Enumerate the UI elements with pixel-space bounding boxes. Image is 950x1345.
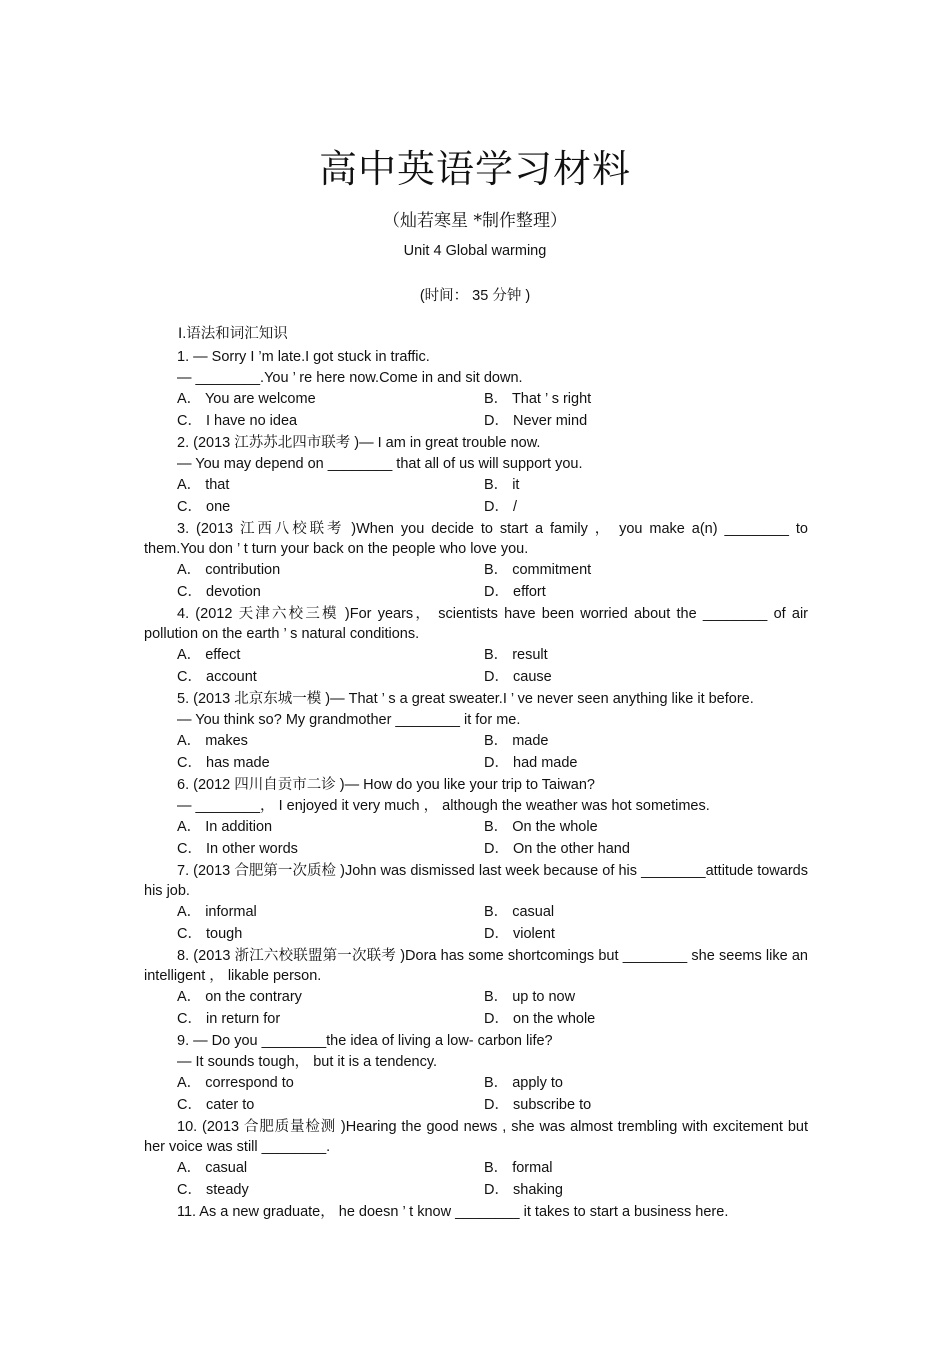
- option-d: D． effort: [484, 583, 546, 600]
- question-stem: 4. (2012 天津六校三模 )For years， scientists have been worried about the ________ of air pollution on the earth ’ s natural conditions.: [144, 606, 808, 642]
- option-d: D． Never mind: [484, 412, 588, 429]
- question-stem: 2. (2013 江苏苏北四市联考 )— I am in great trouble now.: [177, 435, 541, 451]
- question-8: [144, 946, 808, 1030]
- question-stem: 10. (2013 合肥质量检测 )Hearing the good news , she was almost trembling with excitement but her voice was still ________.: [144, 1119, 808, 1155]
- option-grid: [144, 560, 808, 603]
- option-d: D． shaking: [484, 1181, 563, 1198]
- question-reply: — You may depend on ________ that all of us will support you.: [177, 456, 583, 472]
- option-grid: [144, 731, 808, 774]
- option-d: D． On the other hand: [484, 840, 630, 857]
- question-4: [144, 604, 808, 688]
- option-a: A． You are welcome: [177, 391, 316, 407]
- option-grid: [144, 902, 808, 945]
- section-heading: Ⅰ.语法和词汇知识: [178, 326, 288, 342]
- question-reply: — ________， I enjoyed it very much ， although the weather was hot sometimes.: [177, 798, 710, 814]
- option-c: C． in return for: [177, 1010, 281, 1027]
- option-b: B． On the whole: [484, 819, 598, 835]
- option-a: A． contribution: [177, 562, 281, 578]
- question-list: [144, 346, 808, 1222]
- question-11: [144, 1202, 808, 1222]
- option-a: A． correspond to: [177, 1075, 294, 1091]
- option-c: C． account: [177, 668, 257, 685]
- question-stem: 1. — Sorry I ’m late.I got stuck in traffic.: [177, 349, 430, 365]
- question-stem: 9. — Do you ________the idea of living a low- carbon life?: [177, 1033, 553, 1049]
- option-b: B． result: [484, 647, 548, 663]
- time-limit: (时间： 35 分钟 ): [419, 288, 531, 304]
- document-title: 高中英语学习材料: [318, 147, 631, 191]
- question-2: [144, 433, 808, 518]
- option-a: A． on the contrary: [177, 989, 302, 1005]
- option-c: C． one: [177, 498, 231, 515]
- option-a: A． casual: [177, 1160, 248, 1176]
- question-7: [144, 861, 808, 945]
- question-1: [144, 347, 808, 432]
- option-a: A． informal: [177, 904, 257, 920]
- question-reply: — It sounds tough， but it is a tendency.: [177, 1054, 438, 1070]
- option-b: B． apply to: [484, 1075, 563, 1091]
- option-c: C． has made: [177, 754, 270, 771]
- document-subtitle: （灿若寒星 *制作整理）: [383, 211, 567, 231]
- option-a: A． In addition: [177, 819, 273, 835]
- question-9: [144, 1031, 808, 1116]
- option-c: C． In other words: [177, 840, 298, 857]
- option-b: B． commitment: [484, 562, 592, 578]
- option-c: C． cater to: [177, 1096, 255, 1113]
- question-stem: 7. (2013 合肥第一次质检 )John was dismissed last week because of his ________attitude towards his job.: [144, 863, 808, 899]
- option-b: B． That ’ s right: [484, 391, 592, 407]
- option-grid: [144, 987, 808, 1030]
- option-d: D． cause: [484, 668, 552, 685]
- option-grid: [144, 1158, 808, 1201]
- option-grid: [144, 817, 808, 860]
- option-c: C． devotion: [177, 583, 261, 600]
- option-d: D． violent: [484, 925, 555, 942]
- question-3: [144, 519, 808, 603]
- question-10: [144, 1117, 808, 1201]
- question-5: [144, 689, 808, 774]
- option-grid: [144, 475, 808, 518]
- option-a: A． makes: [177, 733, 248, 749]
- option-d: D． had made: [484, 754, 578, 771]
- question-stem: 6. (2012 四川自贡市二诊 )— How do you like your trip to Taiwan?: [177, 777, 595, 793]
- option-c: C． I have no idea: [177, 412, 298, 429]
- unit-heading: Unit 4 Global warming: [403, 243, 547, 259]
- option-b: B． formal: [484, 1160, 553, 1176]
- question-6: [144, 775, 808, 860]
- option-a: A． effect: [177, 647, 241, 663]
- option-grid: [144, 389, 808, 432]
- option-c: C． tough: [177, 925, 243, 942]
- question-stem: 8. (2013 浙江六校联盟第一次联考 )Dora has some shortcomings but ________ she seems like an intelligent ， likable person.: [144, 948, 808, 984]
- option-b: B． casual: [484, 904, 555, 920]
- option-a: A． that: [177, 477, 230, 493]
- option-b: B． up to now: [484, 989, 576, 1005]
- option-d: D． subscribe to: [484, 1096, 592, 1113]
- option-d: D． /: [484, 498, 518, 515]
- option-c: C． steady: [177, 1181, 249, 1198]
- option-d: D． on the whole: [484, 1010, 596, 1027]
- option-grid: [144, 1073, 808, 1116]
- question-reply: — ________.You ’ re here now.Come in and sit down.: [177, 370, 523, 386]
- question-stem: 11. As a new graduate， he doesn ’ t know ________ it takes to start a business here.: [177, 1204, 729, 1220]
- question-reply: — You think so? My grandmother ________ it for me.: [177, 712, 521, 728]
- option-b: B． made: [484, 733, 549, 749]
- question-stem: 5. (2013 北京东城一模 )— That ’ s a great sweater.I ’ ve never seen anything like it before.: [177, 691, 754, 707]
- option-b: B． it: [484, 477, 520, 493]
- question-stem: 3. (2013 江西八校联考 )When you decide to start a family ， you make a(n) ________ to them.You don ’ t turn your back on the people who love you.: [144, 521, 808, 557]
- option-grid: [144, 645, 808, 688]
